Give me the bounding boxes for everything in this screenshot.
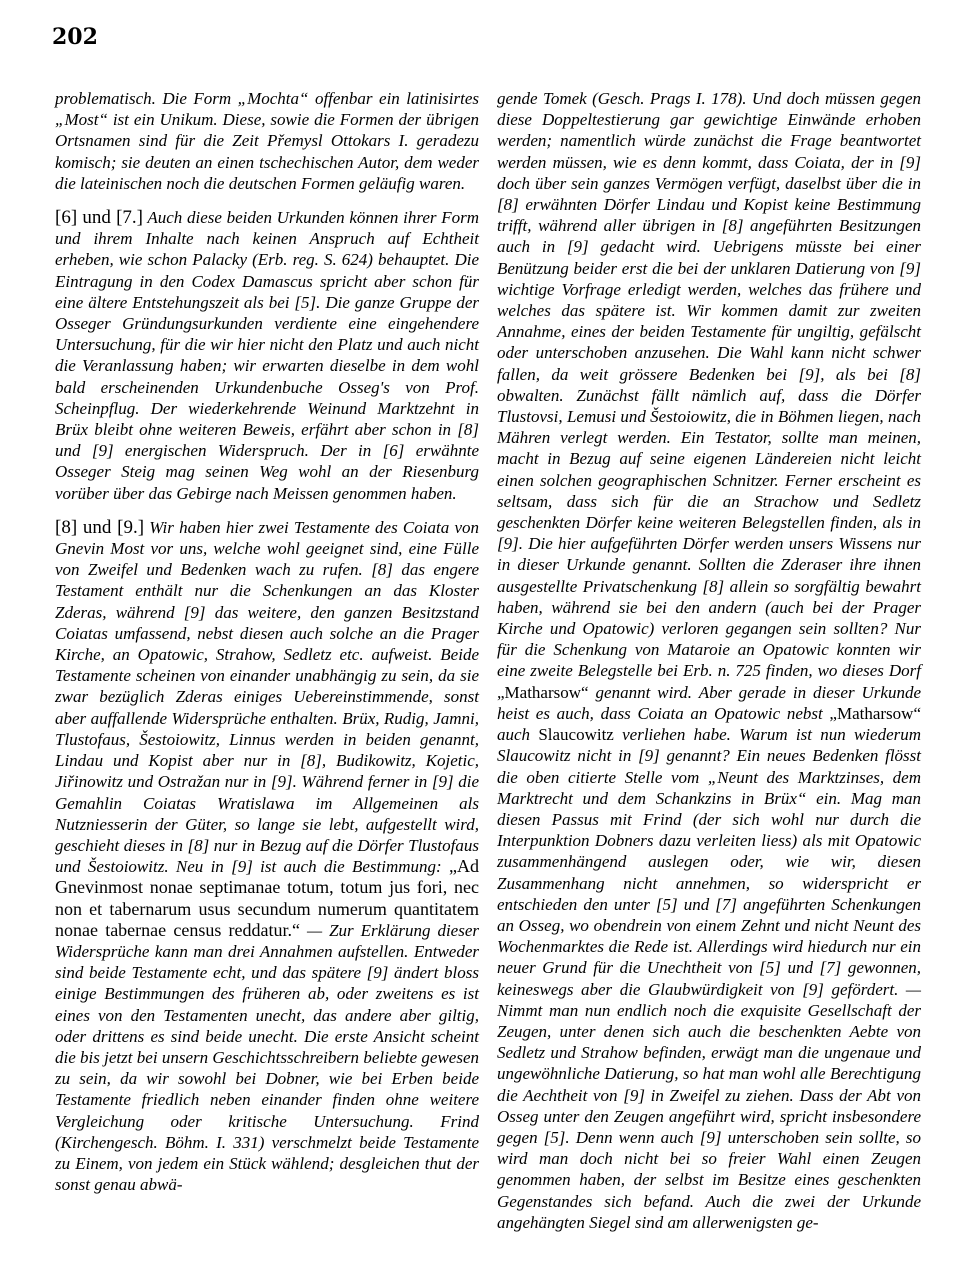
paragraph-6-7 bbox=[55, 207, 479, 504]
paragraph-text: genannt wird. Aber gerade in dieser Urkunde heist es auch, dass Coiata an Opatowic nebst bbox=[497, 682, 921, 723]
left-column bbox=[55, 88, 479, 1195]
place-name: Slaucowitz bbox=[538, 725, 614, 745]
paragraph-text: gende Tomek (Gesch. Prags I. 178). Und doch müssen gegen diese Doppeltestierung gar gewichtige Einwände erhoben werden; namentlich würde zunächst die Frage beantwortet werden müssen, wie es denn kommt, dass Coiata, der in [9] doch über sein ganzes Vermögen verfügt, daselbst über die in [8] erwähnten Dörfer Lindau und Kopist keine Bestimmung trifft, während aller übrigen in [8] angeführten Besitzungen auch in [9] gedacht wird. Uebrigens müsste bei einer Benützung beider erst die bei der unklaren Datierung von [9] wichtige Vorfrage erledigt werden, welches das frühere und welches das spätere ist. Wir kommen damit zur zweiten Annahme, eines der beiden Testamente für ungiltig, gefälscht oder unterschoben anzusehen. Die Wahl kann nicht schwer fallen, da weit grössere Bedenken bei [9], als bei [8] obwalten. Zunächst fällt nämlich auf, dass die Dörfer Tlustovsi, Lemusi und Šestoiowitz, die in Böhmen liegen, nach Mähren verlegt werden. Ein Testator, sollte man meinen, macht in Bezug auf seine eigenen Ländereien nicht leicht einen solchen geographischen Schnitzer. Ferner erscheint es seltsam, dass sich für die an Strachow und Sedletz geschenkten Dörfer keine weiteren Belegstellen finden, als in [9]. Die hier aufgeführten Dörfer werden unsers Wissens nur in dieser Urkunde genannt. Sollten die Zderaser ihre ihnen ausgestellte Privatschenkung [8] allein so sorgfältig bewahrt haben, während sie bei den andern (auch bei der Prager Kirche und Opatowic) verloren gegangen sein sollten? Nur für die Schenkung von Mataroie an Opatowic konnten wir eine zweite Belegstelle bei Erb. n. 725 finden, wo dieses Dorf bbox=[497, 89, 921, 681]
section-marker: [8] und [9.] bbox=[55, 516, 145, 538]
paragraph-text: Auch diese beiden Urkunden können ihrer Form und ihrem Inhalte nach keinen Anspruch auf Echtheit erheben, wie schon Palacky (Erb. reg. S. 624) behauptet. Die Eintragung in den Codex Damascus spricht aber schon für eine ältere Entstehungszeit als bei [5]. Die ganze Gruppe der Osseger Gründungsurkunden verdiente eine eingehendere Untersuchung, für die wir hier nicht den Platz und auch nicht die Veranlassung haben; wir erwarten dieselbe in dem wohl bald erscheinenden Urkundenbuche Osseg's von Prof. Scheinpflug. Der wiederkehrende Weinund Marktzehnt in Brüx bleibt ohne weiteren Beweis, erfährt aber schon in [8] und [9] energischen Widerspruch. Der in [6] erwähnte Osseger Steig mag seinen Weg wohl an der Riesenburg vorüber über das Gebirge nach Meissen genommen haben. bbox=[55, 208, 479, 503]
paragraph-text: — Zur Erklärung dieser Widersprüche kann man drei Annahmen aufstellen. Entweder sind beide Testamente echt, und das spätere [9] ändert bloss einige Bestimmungen des früheren ab, oder zweitens es ist eines von den Testamenten unecht, das andere aber giltig, oder drittens es sind beide unecht. Die erste Ansicht scheint die bis jetzt bei unsern Geschichtsschreibern beliebte gewesen zu sein, da wir sowohl bei Dobner, wie bei Erben beide Testamente friedlich neben einander finden ohne weitere Vergleichung oder kritische Untersuchung. Frind (Kirchengesch. Böhm. I. 331) verschmelzt beide Testamente zu Einem, von jedem ein Stück wählend; desgleichen thut der sonst genau abwä- bbox=[55, 920, 479, 1195]
page-number: 202 bbox=[52, 24, 98, 50]
latin-quote: „Ad Gnevinmost nonae septimanae totum, totum jus fori, nec non et tabernarum usus secundum numerum quantitatem nonae tabernae census reddatur.“ bbox=[55, 856, 479, 940]
paragraph-continuation bbox=[497, 88, 921, 1233]
paragraph-text: auch bbox=[497, 725, 539, 745]
place-name: „Matharsow“ bbox=[829, 703, 921, 723]
place-name: „Matharsow“ bbox=[497, 682, 589, 702]
paragraph-text: verliehen habe. Warum ist nun wiederum Slaucowitz nicht in [9] genannt? Ein neues Bedenken flösst die oben citierte Stelle vom „Neunt des Marktzinses, dem Marktrecht und dem Schankzins in Brüx“ ein. Mag man diesen Passus mit Frind (der sich wohl nur durch die Interpunktion Dobners dazu verleiten liess) als mit Opatowic zusammenhängend auslegen oder, wie wir, diesen Zusammenhang nicht annehmen, so widerspricht er entschieden den unter [5] und [7] angeführten Schenkungen an Osseg, wo obendrein von einem Zehnt und nicht Neunt des Wochenmarktes die Rede ist. Allerdings wird hiedurch nur ein neuer Grund für die Unechtheit von [5] und [7] gewonnen, keineswegs aber die Glaubwürdigkeit von [9] gefördert. — Nimmt man nun endlich noch die exquisite Gesellschaft der Zeugen, unter denen sich auch die beschenkten Aebte von Sedletz und Strahow befinden, erwägt man die ungenaue und ungewöhnliche Datierung, so hat man wohl alle Berechtigung die Aechtheit von [9] in Zweifel zu ziehen. Dass der Abt von Osseg unter den Zeugen angeführt wird, spricht insbesondere gegen [5]. Denn wenn auch [9] unterschoben sein sollte, so wird man doch nicht bei so freier Wahl einen Zeugen genommen haben, der selbst im Besitze eines geschenkten Gegenstandes sich befand. Auch die zwei der Urkunde angehängten Siegel sind am allerwenigsten ge- bbox=[497, 725, 922, 1232]
paragraph-1 bbox=[55, 88, 479, 194]
paragraph-text: Wir haben hier zwei Testamente des Coiata von Gnevin Most vor uns, welche wohl geeignet sind, eine Fülle von Zweifel und Bedenken wach zu rufen. [8] das engere Testament enthält nur die Schenkungen an das Kloster Zderas, während [9] das weitere, den ganzen Besitzstand Coiatas umfassend, nebst diesen auch solche an die Prager Kirche, an Opatowic, Strahow, Sedletz etc. aufweist. Beide Testamente scheinen von einander unabhängig zu sein, da sie zwar bezüglich Zderas einiges Uebereinstimmende, sonst aber auffallende Widersprüche enthalten. Brüx, Rudig, Jamni, Tlustofaus, Šestoiowitz, Linnus werden in beiden genannt, Lindau und Kopist aber nur in [8], Budikowitz, Kojetic, Jiřinowitz und Ostražan nur in [9]. Während ferner in [9] die Gemahlin Coiatas Wratislawa im Allgemeinen als Nutzniesserin der Güter, so lange sie lebt, aufgestellt wird, geschieht dieses in [8] nur in Bezug auf die Dörfer Tlustofaus und Šestoiowitz. Neu in [9] ist auch die Bestimmung: bbox=[55, 517, 479, 877]
paragraph-text: problematisch. Die Form „Mochta“ offenbar ein latinisirtes „Most“ ist ein Unikum. Diese, sowie die Formen der übrigen Ortsnamen sind für die Zeit Přemysl Ottokars I. geradezu komisch; sie deuten an einen tschechischen Autor, dem weder die lateinischen noch die deutschen Formen geläufig waren. bbox=[55, 89, 479, 193]
section-marker: [6] und [7.] bbox=[55, 207, 143, 229]
right-column bbox=[497, 88, 921, 1233]
paragraph-8-9 bbox=[55, 517, 479, 1196]
